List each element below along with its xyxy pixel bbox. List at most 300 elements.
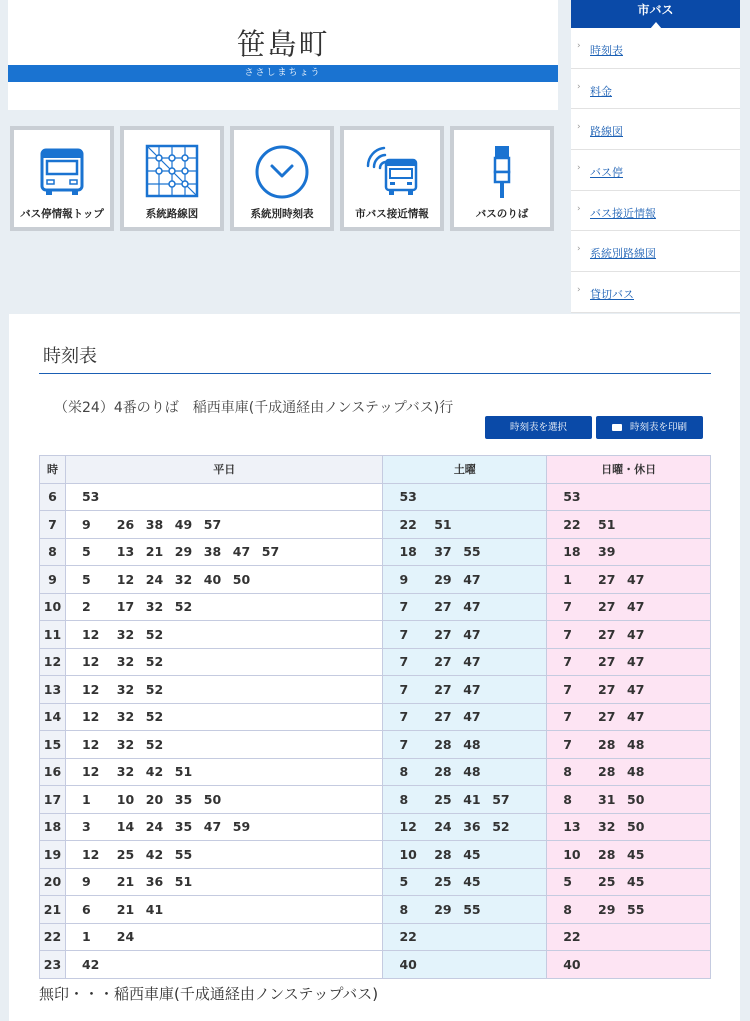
weekday-minutes-cell: [65, 951, 382, 979]
timetable-row: [40, 483, 711, 511]
departure-minute: 24: [434, 819, 452, 835]
departure-minute: 29: [174, 544, 193, 560]
departure-minute: 52: [145, 626, 164, 642]
chevron-right-icon: ›: [577, 122, 581, 133]
departure-minute: 48: [627, 764, 645, 780]
bus-approach-button[interactable]: [340, 126, 444, 231]
bus-stop-pole-icon: [492, 144, 512, 200]
departure-minute: 7: [399, 709, 409, 725]
departure-minute: 39: [598, 544, 616, 560]
departure-minute: 32: [174, 571, 193, 587]
hour-cell: 11: [40, 621, 66, 649]
sunday-minutes-cell: [547, 648, 711, 676]
departure-minute: 47: [463, 599, 481, 615]
saturday-minutes-cell: [383, 731, 547, 759]
timetable-by-route-label: 系統別時刻表: [250, 208, 314, 220]
departure-minute: 27: [434, 626, 452, 642]
departure-minute: 55: [463, 901, 481, 917]
sunday-minutes-cell: [547, 868, 711, 896]
timetable-row: [40, 923, 711, 951]
saturday-minutes-cell: [383, 923, 547, 951]
departure-minute: 55: [174, 846, 193, 862]
bus-icon: [40, 148, 84, 196]
hour-cell: 20: [40, 868, 66, 896]
column-header-sunday: 日曜・休日: [547, 456, 711, 484]
weekday-minutes-cell: [65, 511, 382, 539]
departure-minute: 8: [563, 791, 572, 807]
departure-minute: 27: [598, 599, 616, 615]
chevron-right-icon: ›: [577, 163, 581, 174]
departure-minute: 9: [81, 874, 91, 890]
departure-minute: 10: [563, 846, 581, 862]
stop-name: 笹島町: [236, 27, 330, 61]
side-nav-link[interactable]: 路線図: [590, 125, 623, 139]
departure-minute: 27: [434, 599, 452, 615]
departure-minute: 53: [399, 489, 417, 505]
weekday-minutes-cell: [65, 841, 382, 869]
departure-minute: 12: [116, 571, 135, 587]
departure-minute: 8: [563, 764, 572, 780]
departure-minute: 40: [563, 956, 581, 972]
departure-minute: 38: [145, 516, 164, 532]
weekday-minutes-cell: [65, 813, 382, 841]
departure-minute: 47: [463, 626, 481, 642]
print-button-label: 時刻表を印刷: [629, 422, 687, 433]
departure-minute: 10: [116, 791, 135, 807]
saturday-minutes-cell: [383, 483, 547, 511]
timetable-row: [40, 566, 711, 594]
departure-minute: 52: [145, 736, 164, 752]
timetable-row: [40, 648, 711, 676]
timetable-row: [40, 758, 711, 786]
sunday-minutes-cell: [547, 923, 711, 951]
hour-cell: 23: [40, 951, 66, 979]
departure-minute: 51: [598, 516, 616, 532]
saturday-minutes-cell: [383, 511, 547, 539]
departure-minute: 25: [434, 874, 452, 890]
departure-minute: 57: [261, 544, 280, 560]
hour-cell: 9: [40, 566, 66, 594]
weekday-minutes-cell: [65, 786, 382, 814]
weekday-minutes-cell: [65, 483, 382, 511]
departure-minute: 8: [399, 791, 409, 807]
saturday-minutes-cell: [383, 703, 547, 731]
departure-minute: 7: [399, 681, 409, 697]
departure-minute: 22: [563, 929, 581, 945]
sunday-minutes-cell: [547, 511, 711, 539]
departure-minute: 7: [563, 599, 572, 615]
departure-minute: 7: [563, 626, 572, 642]
select-timetable-button[interactable]: 時刻表を選択: [485, 416, 592, 439]
departure-minute: 5: [399, 874, 409, 890]
departure-minute: 31: [598, 791, 616, 807]
chevron-right-icon: ›: [577, 203, 581, 214]
departure-minute: 27: [598, 681, 616, 697]
departure-minute: 8: [563, 901, 572, 917]
sunday-minutes-cell: [547, 593, 711, 621]
departure-minute: 7: [399, 599, 409, 615]
departure-minute: 59: [232, 819, 251, 835]
side-nav-link[interactable]: 時刻表: [590, 44, 623, 57]
departure-minute: 51: [434, 516, 452, 532]
weekday-minutes-cell: [65, 593, 382, 621]
clock-icon: [254, 144, 310, 200]
timetable-section: [9, 314, 740, 1021]
departure-minute: 36: [145, 874, 164, 890]
departure-minute: 12: [81, 626, 100, 642]
departure-minute: 13: [563, 819, 581, 835]
departure-minute: 12: [81, 764, 100, 780]
departure-minute: 50: [232, 571, 251, 587]
departure-minute: 5: [81, 571, 91, 587]
side-nav-link[interactable]: 貸切バス: [590, 288, 634, 302]
departure-minute: 12: [81, 654, 100, 670]
departure-minute: 12: [81, 846, 100, 862]
departure-minute: 32: [598, 819, 616, 835]
saturday-minutes-cell: [383, 566, 547, 594]
hour-cell: 14: [40, 703, 66, 731]
departure-minute: 50: [627, 819, 645, 835]
sunday-minutes-cell: [547, 566, 711, 594]
weekday-minutes-cell: [65, 758, 382, 786]
weekday-minutes-cell: [65, 676, 382, 704]
bus-boarding-button[interactable]: [450, 126, 554, 231]
departure-minute: 1: [81, 791, 91, 807]
departure-minute: 32: [116, 681, 135, 697]
timetable-table: [39, 455, 711, 979]
departure-minute: 47: [627, 709, 645, 725]
sunday-minutes-cell: [547, 538, 711, 566]
saturday-minutes-cell: [383, 676, 547, 704]
departure-minute: 45: [463, 846, 481, 862]
saturday-minutes-cell: [383, 786, 547, 814]
chevron-right-icon: ›: [577, 285, 581, 296]
departure-minute: 47: [463, 681, 481, 697]
departure-minute: 27: [434, 654, 452, 670]
departure-minute: 50: [203, 791, 222, 807]
hour-cell: 19: [40, 841, 66, 869]
departure-minute: 3: [81, 819, 91, 835]
departure-minute: 27: [598, 571, 616, 587]
departure-minute: 32: [116, 764, 135, 780]
saturday-minutes-cell: [383, 758, 547, 786]
timetable-row: [40, 731, 711, 759]
saturday-minutes-cell: [383, 813, 547, 841]
chevron-right-icon: ›: [577, 244, 581, 255]
departure-minute: 12: [81, 709, 100, 725]
departure-minute: 52: [145, 709, 164, 725]
departure-minute: 55: [463, 544, 481, 560]
sunday-minutes-cell: [547, 703, 711, 731]
route-map-button[interactable]: [120, 126, 224, 231]
bus-approach-icon: [362, 144, 422, 198]
departure-minute: 12: [81, 736, 100, 752]
departure-minute: 24: [145, 571, 164, 587]
departure-minute: 24: [145, 819, 164, 835]
departure-minute: 21: [116, 901, 135, 917]
departure-minute: 27: [598, 626, 616, 642]
departure-minute: 47: [463, 571, 481, 587]
sunday-minutes-cell: [547, 951, 711, 979]
icon-button-row: [10, 126, 560, 231]
departure-minute: 27: [434, 709, 452, 725]
timetable-row: [40, 621, 711, 649]
departure-minute: 52: [145, 681, 164, 697]
departure-minute: 7: [563, 681, 572, 697]
saturday-minutes-cell: [383, 593, 547, 621]
departure-minute: 25: [598, 874, 616, 890]
saturday-minutes-cell: [383, 951, 547, 979]
side-nav-item-bus-stop[interactable]: [571, 150, 740, 191]
departure-minute: 21: [116, 874, 135, 890]
departure-minute: 53: [563, 489, 581, 505]
departure-minute: 2: [81, 599, 91, 615]
departure-minute: 28: [598, 846, 616, 862]
side-nav-item-fare[interactable]: [571, 69, 740, 110]
departure-minute: 45: [627, 846, 645, 862]
departure-minute: 9: [81, 516, 91, 532]
departure-minute: 22: [399, 929, 417, 945]
chevron-right-icon: ›: [577, 41, 581, 51]
side-nav-link[interactable]: 料金: [590, 84, 612, 98]
departure-minute: 10: [399, 846, 417, 862]
chevron-right-icon: ›: [577, 81, 581, 92]
sunday-minutes-cell: [547, 896, 711, 924]
departure-minute: 17: [116, 599, 135, 615]
side-nav-link[interactable]: バス接近情報: [590, 206, 656, 220]
departure-minute: 12: [399, 819, 417, 835]
departure-minute: 7: [563, 709, 572, 725]
sunday-minutes-cell: [547, 786, 711, 814]
hour-cell: 22: [40, 923, 66, 951]
departure-minute: 48: [627, 736, 645, 752]
departure-minute: 51: [174, 874, 193, 890]
departure-minute: 8: [399, 764, 409, 780]
hour-cell: 13: [40, 676, 66, 704]
departure-minute: 47: [463, 654, 481, 670]
saturday-minutes-cell: [383, 538, 547, 566]
departure-minute: 47: [627, 599, 645, 615]
column-header-saturday: 土曜: [383, 456, 547, 484]
departure-minute: 35: [174, 791, 193, 807]
departure-minute: 32: [116, 709, 135, 725]
departure-minute: 26: [116, 516, 135, 532]
stop-kana: ささしまちょう: [8, 65, 558, 82]
departure-minute: 21: [145, 544, 164, 560]
hour-cell: 12: [40, 648, 66, 676]
timetable-row: [40, 813, 711, 841]
departure-minute: 29: [598, 901, 616, 917]
departure-minute: 42: [81, 956, 100, 972]
side-nav: [571, 0, 740, 313]
departure-minute: 47: [627, 626, 645, 642]
departure-minute: 1: [81, 929, 91, 945]
departure-minute: 32: [116, 626, 135, 642]
departure-minute: 13: [116, 544, 135, 560]
side-nav-item-bus-approach[interactable]: [571, 191, 740, 232]
departure-minute: 24: [116, 929, 135, 945]
departure-minute: 52: [492, 819, 510, 835]
weekday-minutes-cell: [65, 731, 382, 759]
timetable-row: [40, 703, 711, 731]
side-nav-link[interactable]: バス停: [590, 166, 623, 180]
timetable-row: [40, 676, 711, 704]
departure-minute: 49: [174, 516, 193, 532]
departure-minute: 47: [627, 654, 645, 670]
weekday-minutes-cell: [65, 621, 382, 649]
sunday-minutes-cell: [547, 731, 711, 759]
weekday-minutes-cell: [65, 703, 382, 731]
departure-minute: 32: [145, 599, 164, 615]
hour-cell: 15: [40, 731, 66, 759]
route-description: （栄24）4番のりば 稲西車庫(千成通経由ノンステップバス)行: [54, 400, 454, 416]
departure-minute: 8: [399, 901, 409, 917]
weekday-minutes-cell: [65, 896, 382, 924]
column-header-weekday: 平日: [65, 456, 382, 484]
departure-minute: 38: [203, 544, 222, 560]
timetable-row: [40, 868, 711, 896]
departure-minute: 47: [232, 544, 251, 560]
departure-minute: 7: [399, 654, 409, 670]
departure-minute: 52: [145, 654, 164, 670]
departure-minute: 7: [563, 654, 572, 670]
timetable-row: [40, 511, 711, 539]
timetable-by-route-button[interactable]: [230, 126, 334, 231]
hour-cell: 18: [40, 813, 66, 841]
route-map-label: 系統路線図: [145, 208, 199, 220]
hour-cell: 17: [40, 786, 66, 814]
timetable-row: [40, 538, 711, 566]
departure-minute: 37: [434, 544, 452, 560]
hour-cell: 16: [40, 758, 66, 786]
hour-cell: 6: [40, 483, 66, 511]
side-nav-title: 市バス: [571, 0, 740, 28]
departure-minute: 47: [203, 819, 222, 835]
departure-minute: 28: [434, 764, 452, 780]
departure-minute: 28: [434, 736, 452, 752]
timetable-row: [40, 951, 711, 979]
departure-minute: 28: [598, 764, 616, 780]
timetable-row: [40, 841, 711, 869]
departure-minute: 36: [463, 819, 481, 835]
section-title: 時刻表: [43, 346, 97, 367]
printer-icon: [612, 424, 622, 431]
departure-minute: 32: [116, 736, 135, 752]
print-timetable-button[interactable]: [596, 416, 703, 439]
departure-minute: 45: [627, 874, 645, 890]
saturday-minutes-cell: [383, 621, 547, 649]
departure-minute: 7: [563, 736, 572, 752]
departure-minute: 35: [174, 819, 193, 835]
departure-minute: 40: [399, 956, 417, 972]
departure-minute: 7: [399, 736, 409, 752]
sunday-minutes-cell: [547, 676, 711, 704]
saturday-minutes-cell: [383, 841, 547, 869]
bus-stop-top-button[interactable]: [10, 126, 114, 231]
departure-minute: 22: [563, 516, 581, 532]
departure-minute: 47: [627, 681, 645, 697]
departure-minute: 28: [598, 736, 616, 752]
departure-minute: 45: [463, 874, 481, 890]
weekday-minutes-cell: [65, 566, 382, 594]
departure-minute: 6: [81, 901, 91, 917]
sunday-minutes-cell: [547, 813, 711, 841]
departure-minute: 18: [399, 544, 417, 560]
departure-minute: 27: [598, 709, 616, 725]
saturday-minutes-cell: [383, 648, 547, 676]
departure-minute: 40: [203, 571, 222, 587]
timetable-row: [40, 593, 711, 621]
sunday-minutes-cell: [547, 841, 711, 869]
departure-minute: 1: [563, 571, 572, 587]
timetable-row: [40, 896, 711, 924]
weekday-minutes-cell: [65, 868, 382, 896]
departure-minute: 25: [434, 791, 452, 807]
column-header-hour: 時: [40, 456, 66, 484]
weekday-minutes-cell: [65, 648, 382, 676]
hour-cell: 8: [40, 538, 66, 566]
departure-minute: 50: [627, 791, 645, 807]
departure-minute: 28: [434, 846, 452, 862]
departure-minute: 48: [463, 764, 481, 780]
bus-stop-top-label: バス停情報トップ: [20, 208, 104, 220]
stop-header: [8, 0, 558, 110]
departure-minute: 55: [627, 901, 645, 917]
departure-minute: 9: [399, 571, 409, 587]
hour-cell: 10: [40, 593, 66, 621]
side-nav-item-charter-bus[interactable]: [571, 272, 740, 313]
timetable-row: [40, 786, 711, 814]
departure-minute: 14: [116, 819, 135, 835]
bus-approach-label: 市バス接近情報: [355, 208, 429, 220]
side-nav-link[interactable]: 系統別路線図: [590, 247, 656, 261]
departure-minute: 29: [434, 901, 452, 917]
hour-cell: 7: [40, 511, 66, 539]
side-nav-item-route-by-line[interactable]: [571, 231, 740, 272]
departure-minute: 32: [116, 654, 135, 670]
departure-minute: 7: [399, 626, 409, 642]
weekday-minutes-cell: [65, 923, 382, 951]
departure-minute: 20: [145, 791, 164, 807]
departure-minute: 52: [174, 599, 193, 615]
saturday-minutes-cell: [383, 896, 547, 924]
sunday-minutes-cell: [547, 758, 711, 786]
departure-minute: 5: [563, 874, 572, 890]
departure-minute: 51: [174, 764, 193, 780]
departure-minute: 18: [563, 544, 581, 560]
timetable-legend: 無印・・・稲西車庫(千成通経由ノンステップバス): [39, 985, 379, 1003]
departure-minute: 42: [145, 846, 164, 862]
sunday-minutes-cell: [547, 621, 711, 649]
departure-minute: 53: [81, 489, 100, 505]
sunday-minutes-cell: [547, 483, 711, 511]
departure-minute: 48: [463, 736, 481, 752]
bus-boarding-label: バスのりば: [475, 208, 529, 220]
departure-minute: 57: [203, 516, 222, 532]
departure-minute: 5: [81, 544, 91, 560]
side-nav-item-route-map[interactable]: [571, 109, 740, 150]
departure-minute: 25: [116, 846, 135, 862]
section-divider: [39, 373, 711, 374]
side-nav-item-timetable[interactable]: [571, 28, 740, 69]
hour-cell: 21: [40, 896, 66, 924]
departure-minute: 12: [81, 681, 100, 697]
departure-minute: 22: [399, 516, 417, 532]
departure-minute: 42: [145, 764, 164, 780]
departure-minute: 47: [463, 709, 481, 725]
departure-minute: 27: [434, 681, 452, 697]
departure-minute: 57: [492, 791, 510, 807]
